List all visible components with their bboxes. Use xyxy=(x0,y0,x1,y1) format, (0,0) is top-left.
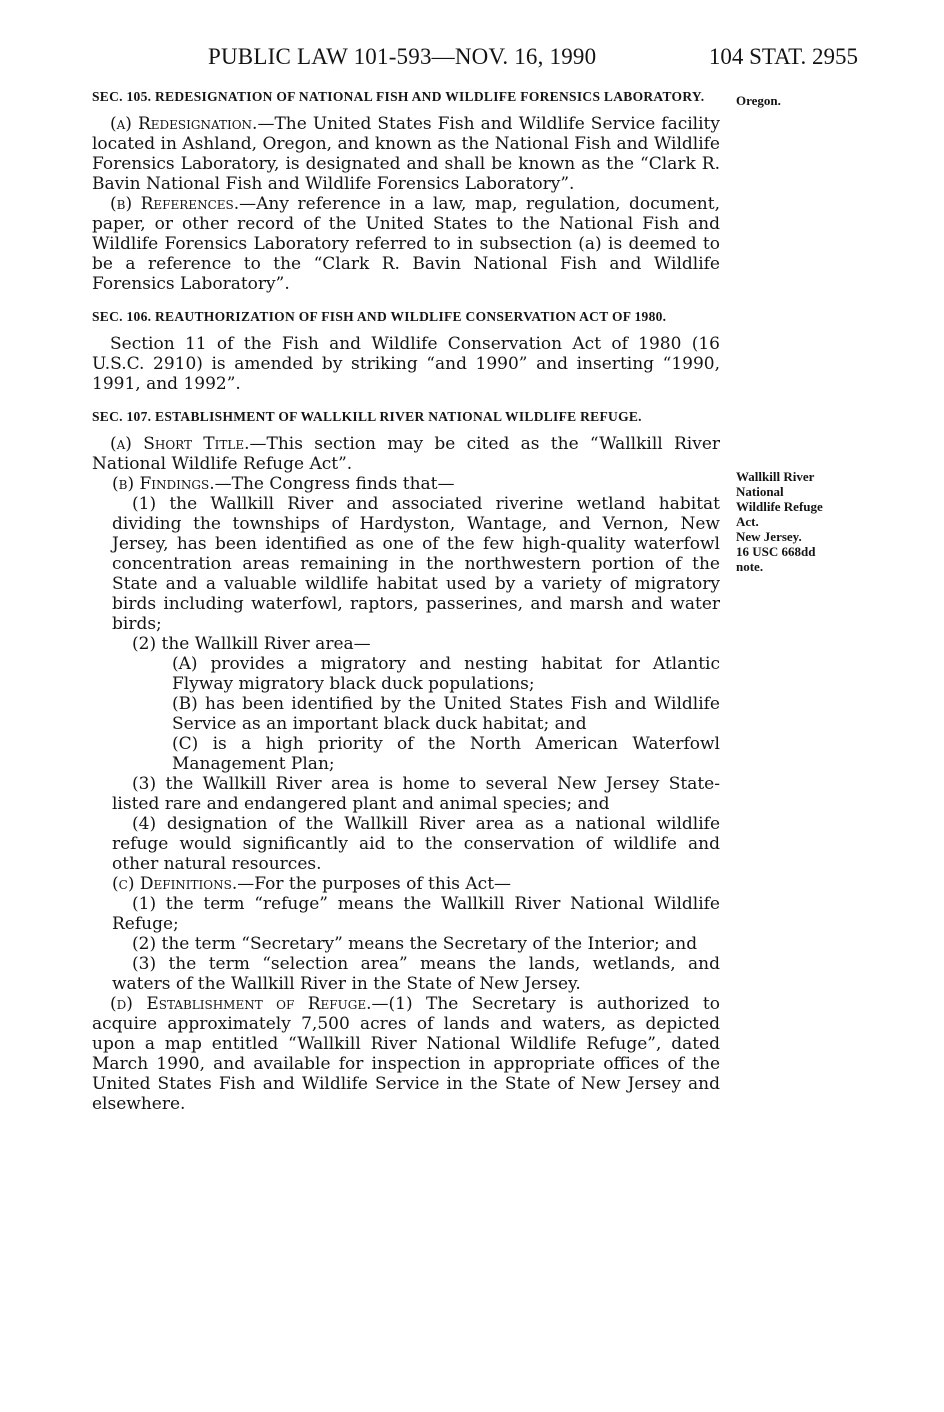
subsection-text: —The Congress finds that— xyxy=(214,474,455,494)
margin-note-line: New Jersey. xyxy=(736,529,802,544)
finding-2b: (B) has been identified by the United States Fish and Wildlife Service as an important black duck habitat; and xyxy=(172,694,720,734)
subsection-text: —For the purposes of this Act— xyxy=(237,874,512,894)
subsection-text: —Any reference in a law, map, regulation, document, paper, or other record of the United States to the National Fish and Wildlife Forensics Laboratory referred to in subsection (a) is deemed to be a reference to the “Clark R. Bavin National Fish and Wildlife Forensics Laboratory”. xyxy=(92,194,720,294)
subsection-text: —This section may be cited as the “Wallkill River National Wildlife Refuge Act”. xyxy=(92,434,721,474)
finding-3: (3) the Wallkill River area is home to several New Jersey State-listed rare and endangered plant and animal species; and xyxy=(112,774,720,814)
margin-note-line: Oregon. xyxy=(736,93,781,108)
subsection-label: (d) Establishment of Refuge. xyxy=(110,994,372,1014)
section-107-c xyxy=(112,874,720,894)
page-header xyxy=(92,44,864,80)
finding-4: (4) designation of the Wallkill River area as a national wildlife refuge would significantly aid to the conservation of wildlife and other natural resources. xyxy=(112,814,720,874)
finding-2c: (C) is a high priority of the North American Waterfowl Management Plan; xyxy=(172,734,720,774)
section-106-heading: SEC. 106. REAUTHORIZATION OF FISH AND WILDLIFE CONSERVATION ACT OF 1980. xyxy=(92,309,667,324)
margin-note-line: note. xyxy=(736,559,764,574)
finding-2: (2) the Wallkill River area— xyxy=(132,634,371,654)
margin-note-line: Act. xyxy=(736,514,759,529)
subsection-text: —(1) The Secretary is authorized to acquire approximately 7,500 acres of lands and waters, as depicted upon a map entitled “Wallkill River National Wildlife Refuge”, dated March 1990, and available for inspection in appropriate offices of the United States Fish and Wildlife Service in the State of New Jersey and elsewhere. xyxy=(92,994,720,1114)
subsection-label: (a) Short Title. xyxy=(110,434,250,454)
finding-2a: (A) provides a migratory and nesting habitat for Atlantic Flyway migratory black duck populations; xyxy=(172,654,720,694)
subsection-label: (a) Redesignation. xyxy=(110,114,258,134)
subsection-label: (c) Definitions. xyxy=(112,874,238,894)
section-105-b xyxy=(92,194,720,294)
section-107-b xyxy=(112,474,720,494)
margin-note-line: Wildlife Refuge xyxy=(736,499,823,514)
margin-note-line: National xyxy=(736,484,784,499)
margin-note-wallkill xyxy=(736,469,856,574)
margin-note-oregon xyxy=(736,93,856,108)
document-body xyxy=(92,88,720,1114)
finding-1: (1) the Wallkill River and associated riverine wetland habitat dividing the townships of Hardyston, Wantage, and Vernon, New Jersey, has been identified as one of the few high-quality waterfowl concentration areas remaining in the northwestern portion of the State and a valuable wildlife habitat used by a variety of migratory birds including waterfowl, raptors, passerines, and marsh and water birds; xyxy=(112,494,720,634)
section-106-text: Section 11 of the Fish and Wildlife Conservation Act of 1980 (16 U.S.C. 2910) is amended by striking “and 1990” and inserting “1990, 1991, and 1992”. xyxy=(92,334,720,394)
definition-3: (3) the term “selection area” means the lands, wetlands, and waters of the Wallkill River in the State of New Jersey. xyxy=(112,954,720,994)
subsection-label: (b) Findings. xyxy=(112,474,215,494)
definition-1: (1) the term “refuge” means the Wallkill River National Wildlife Refuge; xyxy=(112,894,720,934)
subsection-label: (b) References. xyxy=(110,194,240,214)
section-105-a xyxy=(92,114,720,194)
margin-note-line: Wallkill River xyxy=(736,469,815,484)
subsection-text: —The United States Fish and Wildlife Service facility located in Ashland, Oregon, and known as the National Fish and Wildlife Forensics Laboratory, is designated and shall be known as the “Clark R. Bavin National Fish and Wildlife Forensics Laboratory”. xyxy=(92,114,720,194)
section-107-d xyxy=(92,994,720,1114)
definition-2: (2) the term “Secretary” means the Secretary of the Interior; and xyxy=(132,934,698,954)
margin-note-line: 16 USC 668dd xyxy=(736,544,816,559)
section-107-heading: SEC. 107. ESTABLISHMENT OF WALLKILL RIVER NATIONAL WILDLIFE REFUGE. xyxy=(92,409,642,424)
header-title: PUBLIC LAW 101-593—NOV. 16, 1990 xyxy=(208,44,597,69)
header-stat-page: 104 STAT. 2955 xyxy=(708,44,858,69)
section-105-heading: SEC. 105. REDESIGNATION OF NATIONAL FISH AND WILDLIFE FORENSICS LABORATORY. xyxy=(92,89,705,104)
section-107-a xyxy=(92,434,720,474)
